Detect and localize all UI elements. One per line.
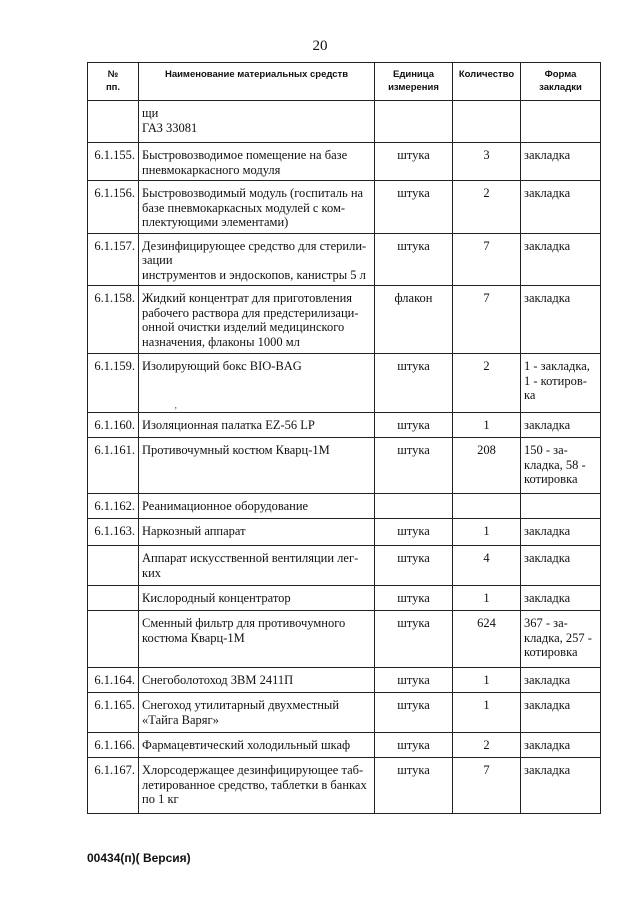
table-row [88,693,601,733]
row-unit: штука [375,438,453,494]
row-quantity [453,494,521,519]
row-quantity: 208 [453,438,521,494]
row-name: Хлорсодержащее дезинфицирующее таб- летированное средство, таблетки в банках по 1 кг [139,758,375,814]
row-name: Наркозный аппарат [139,519,375,546]
table-row [88,586,601,611]
row-number: 6.1.164. [88,668,139,693]
table-row [88,438,601,494]
header-name: Наименование материальных средств [139,63,375,101]
row-unit: штука [375,586,453,611]
row-unit: штука [375,611,453,668]
row-name: Изолирующий бокс BIO-BAG [139,354,375,413]
row-number [88,611,139,668]
row-unit: штука [375,519,453,546]
table-row [88,354,601,413]
row-quantity: 7 [453,233,521,286]
row-unit: штука [375,181,453,234]
row-name: Быстровозводимый модуль (госпиталь на базе пневмокаркасных модулей с ком- плектующими элементами) [139,181,375,234]
table-row [88,286,601,354]
row-quantity: 7 [453,286,521,354]
table-row [88,668,601,693]
row-number [88,586,139,611]
row-form: закладка [521,519,601,546]
row-form: закладка [521,693,601,733]
table-row [88,733,601,758]
row-name: Снегоход утилитарный двухместный «Тайга Варяг» [139,693,375,733]
row-quantity: 1 [453,413,521,438]
row-number: 6.1.167. [88,758,139,814]
row-unit: штука [375,546,453,586]
row-form: 1 - закладка, 1 - котиров- ка [521,354,601,413]
row-form: закладка [521,758,601,814]
row-quantity: 1 [453,519,521,546]
row-unit: штука [375,413,453,438]
table-row [88,611,601,668]
row-number: 6.1.156. [88,181,139,234]
row-form: закладка [521,586,601,611]
row-number: 6.1.157. [88,233,139,286]
row-number: 6.1.161. [88,438,139,494]
row-number: 6.1.158. [88,286,139,354]
row-unit: штука [375,758,453,814]
row-form [521,101,601,143]
row-quantity: 2 [453,733,521,758]
row-quantity: 3 [453,143,521,181]
row-name: Противочумный костюм Кварц-1М [139,438,375,494]
row-quantity: 2 [453,354,521,413]
row-quantity: 2 [453,181,521,234]
table-row [88,494,601,519]
table-row [88,758,601,814]
row-unit: штука [375,143,453,181]
row-name: Снегоболотоход ЗВМ 2411П [139,668,375,693]
row-name: Дезинфицирующее средство для стерили- зации инструментов и эндоскопов, канистры 5 л [139,233,375,286]
row-unit [375,101,453,143]
table-row [88,413,601,438]
row-name: Изоляционная палатка EZ-56 LP [139,413,375,438]
row-number: 6.1.155. [88,143,139,181]
row-unit: штука [375,693,453,733]
row-quantity: 1 [453,693,521,733]
row-form: закладка [521,181,601,234]
row-number: 6.1.160. [88,413,139,438]
row-name: Фармацевтический холодильный шкаф [139,733,375,758]
header-unit: Единица измерения [375,63,453,101]
row-number [88,101,139,143]
row-name: Сменный фильтр для противочумного костюма Кварц-1М [139,611,375,668]
row-name: Быстровозводимое помещение на базе пневмокаркасного модуля [139,143,375,181]
row-form: 367 - за- кладка, 257 - котировка [521,611,601,668]
row-form [521,494,601,519]
header-form: Форма закладки [521,63,601,101]
materials-table [87,62,601,814]
row-unit [375,494,453,519]
row-unit: штука [375,668,453,693]
table-row [88,546,601,586]
row-quantity: 624 [453,611,521,668]
page-number: 20 [312,38,328,54]
row-form: закладка [521,286,601,354]
row-quantity [453,101,521,143]
row-name: щи ГАЗ 33081 [139,101,375,143]
row-quantity: 1 [453,586,521,611]
row-form: закладка [521,546,601,586]
row-unit: штука [375,354,453,413]
row-quantity: 7 [453,758,521,814]
row-number: 6.1.163. [88,519,139,546]
table-row [88,101,601,143]
table-row [88,181,601,234]
row-name: Аппарат искусственной вентиляции лег- ких [139,546,375,586]
header-quantity: Количество [453,63,521,101]
row-name: Реанимационное оборудование [139,494,375,519]
header-number: № пп. [88,63,139,101]
row-number: 6.1.159. [88,354,139,413]
row-quantity: 4 [453,546,521,586]
row-number: 6.1.165. [88,693,139,733]
scan-mark: ‚ [174,400,178,411]
row-form: закладка [521,413,601,438]
row-form: 150 - за- кладка, 58 - котировка [521,438,601,494]
row-unit: штука [375,233,453,286]
row-number: 6.1.166. [88,733,139,758]
document-footer: 00434(п)( Версия) [87,851,191,865]
table-header-row [88,63,601,101]
row-form: закладка [521,143,601,181]
table-row [88,233,601,286]
row-name: Кислородный концентратор [139,586,375,611]
row-form: закладка [521,668,601,693]
row-form: закладка [521,733,601,758]
row-name: Жидкий концентрат для приготовления рабочего раствора для предстерилизаци- онной очистки изделий медицинского назначения, флаконы 1000 мл [139,286,375,354]
row-form: закладка [521,233,601,286]
row-quantity: 1 [453,668,521,693]
row-unit: штука [375,733,453,758]
table-row [88,143,601,181]
table-row [88,519,601,546]
row-unit: флакон [375,286,453,354]
row-number [88,546,139,586]
row-number: 6.1.162. [88,494,139,519]
